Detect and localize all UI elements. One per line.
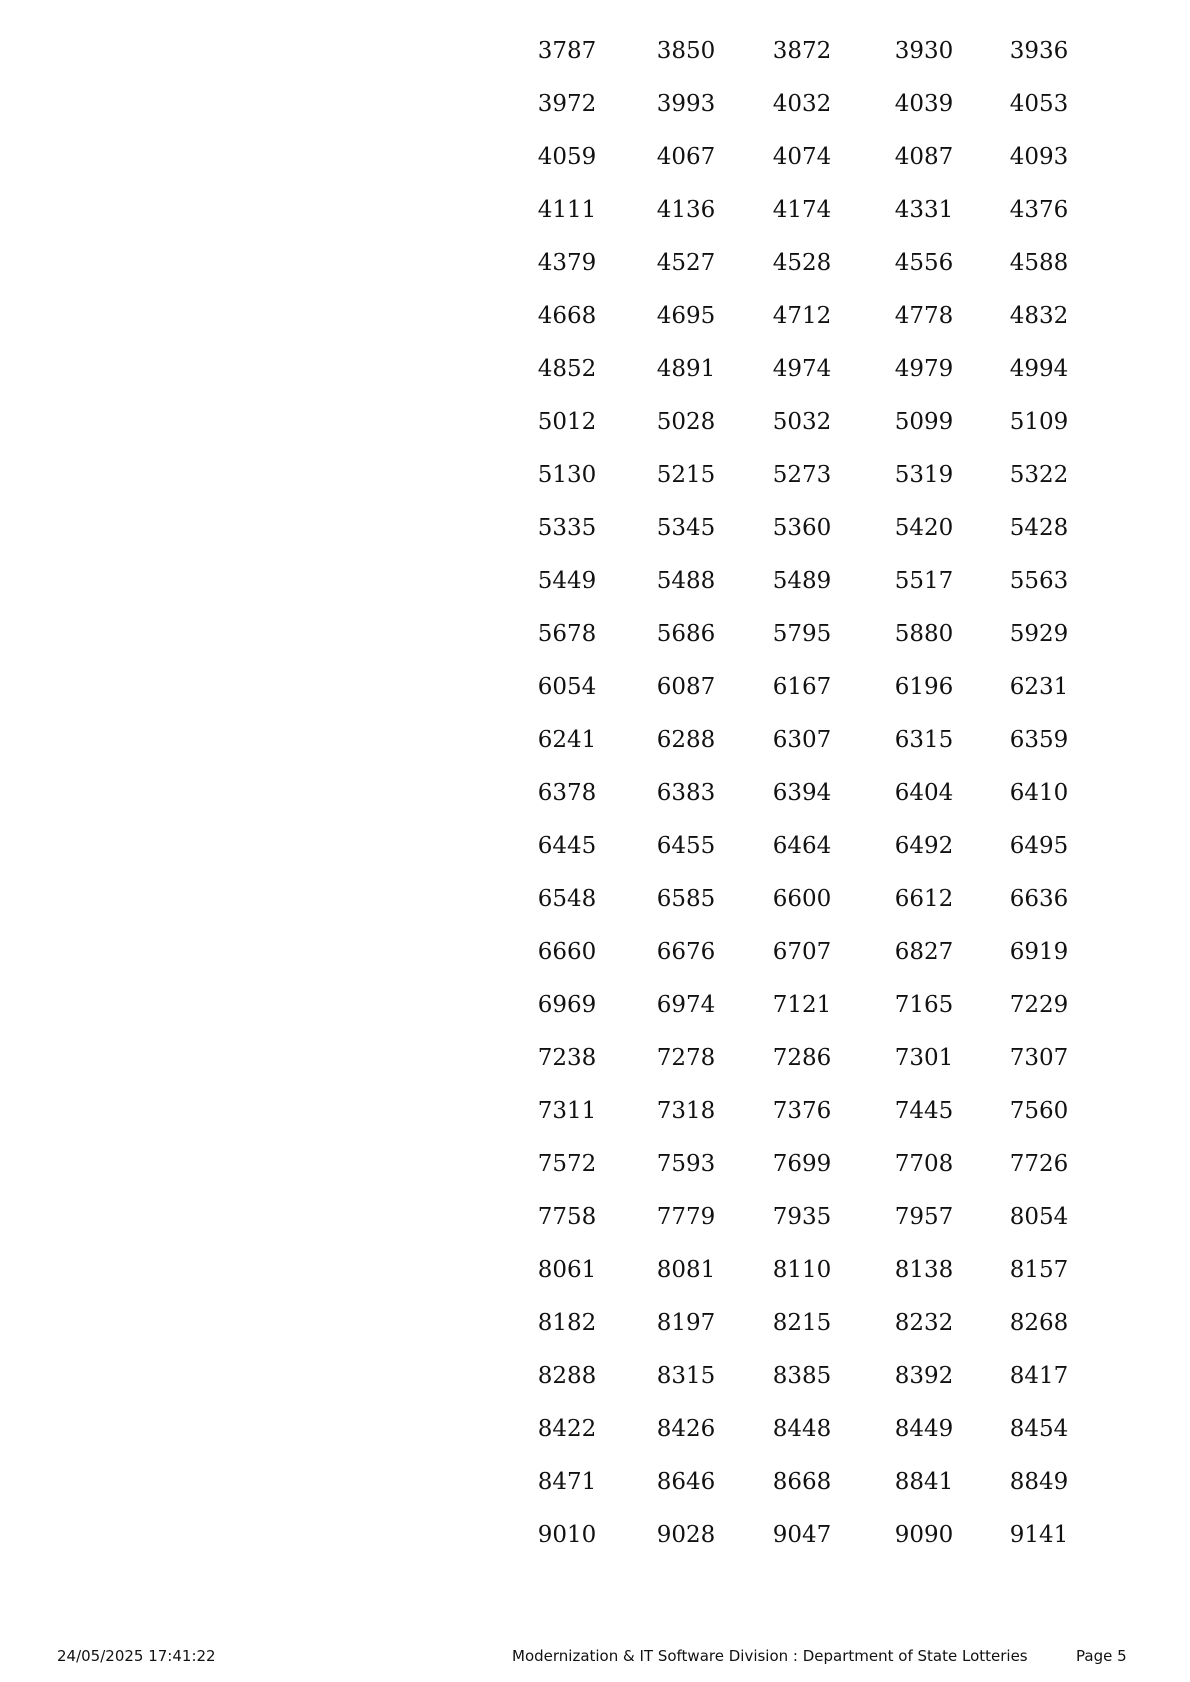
ticket-number: 4528 bbox=[772, 250, 832, 276]
number-row bbox=[0, 1149, 1190, 1202]
ticket-number: 5130 bbox=[537, 462, 597, 488]
ticket-number: 8392 bbox=[894, 1363, 954, 1389]
winning-numbers-grid bbox=[0, 36, 1190, 1573]
ticket-number: 3972 bbox=[537, 91, 597, 117]
ticket-number: 6054 bbox=[537, 674, 597, 700]
ticket-number: 4136 bbox=[656, 197, 716, 223]
ticket-number: 7311 bbox=[537, 1098, 597, 1124]
ticket-number: 7278 bbox=[656, 1045, 716, 1071]
number-row bbox=[0, 1202, 1190, 1255]
ticket-number: 7238 bbox=[537, 1045, 597, 1071]
ticket-number: 7957 bbox=[894, 1204, 954, 1230]
ticket-number: 6307 bbox=[772, 727, 832, 753]
ticket-number: 7376 bbox=[772, 1098, 832, 1124]
ticket-number: 7286 bbox=[772, 1045, 832, 1071]
ticket-number: 8182 bbox=[537, 1310, 597, 1336]
ticket-number: 6600 bbox=[772, 886, 832, 912]
ticket-number: 4852 bbox=[537, 356, 597, 382]
ticket-number: 3930 bbox=[894, 38, 954, 64]
ticket-number: 6827 bbox=[894, 939, 954, 965]
ticket-number: 9047 bbox=[772, 1522, 832, 1548]
ticket-number: 6378 bbox=[537, 780, 597, 806]
ticket-number: 8232 bbox=[894, 1310, 954, 1336]
ticket-number: 3787 bbox=[537, 38, 597, 64]
number-row bbox=[0, 831, 1190, 884]
number-row bbox=[0, 1414, 1190, 1467]
ticket-number: 6315 bbox=[894, 727, 954, 753]
ticket-number: 3936 bbox=[1009, 38, 1069, 64]
ticket-number: 5345 bbox=[656, 515, 716, 541]
footer-page-number: Page 5 bbox=[1076, 1647, 1127, 1665]
ticket-number: 4093 bbox=[1009, 144, 1069, 170]
number-row bbox=[0, 354, 1190, 407]
number-row bbox=[0, 1467, 1190, 1520]
ticket-number: 5795 bbox=[772, 621, 832, 647]
ticket-number: 7708 bbox=[894, 1151, 954, 1177]
ticket-number: 3872 bbox=[772, 38, 832, 64]
ticket-number: 4974 bbox=[772, 356, 832, 382]
number-row bbox=[0, 778, 1190, 831]
ticket-number: 7560 bbox=[1009, 1098, 1069, 1124]
ticket-number: 8215 bbox=[772, 1310, 832, 1336]
ticket-number: 6410 bbox=[1009, 780, 1069, 806]
ticket-number: 7593 bbox=[656, 1151, 716, 1177]
number-row bbox=[0, 1361, 1190, 1414]
ticket-number: 6969 bbox=[537, 992, 597, 1018]
ticket-number: 6974 bbox=[656, 992, 716, 1018]
ticket-number: 5449 bbox=[537, 568, 597, 594]
number-row bbox=[0, 36, 1190, 89]
ticket-number: 5686 bbox=[656, 621, 716, 647]
ticket-number: 7165 bbox=[894, 992, 954, 1018]
number-row bbox=[0, 460, 1190, 513]
ticket-number: 5880 bbox=[894, 621, 954, 647]
ticket-number: 6612 bbox=[894, 886, 954, 912]
ticket-number: 6636 bbox=[1009, 886, 1069, 912]
ticket-number: 4556 bbox=[894, 250, 954, 276]
number-row bbox=[0, 937, 1190, 990]
ticket-number: 4039 bbox=[894, 91, 954, 117]
ticket-number: 9028 bbox=[656, 1522, 716, 1548]
ticket-number: 4588 bbox=[1009, 250, 1069, 276]
ticket-number: 8426 bbox=[656, 1416, 716, 1442]
number-row bbox=[0, 248, 1190, 301]
ticket-number: 7699 bbox=[772, 1151, 832, 1177]
ticket-number: 6464 bbox=[772, 833, 832, 859]
ticket-number: 8849 bbox=[1009, 1469, 1069, 1495]
ticket-number: 6492 bbox=[894, 833, 954, 859]
ticket-number: 6394 bbox=[772, 780, 832, 806]
ticket-number: 8197 bbox=[656, 1310, 716, 1336]
ticket-number: 9090 bbox=[894, 1522, 954, 1548]
ticket-number: 5215 bbox=[656, 462, 716, 488]
ticket-number: 8061 bbox=[537, 1257, 597, 1283]
ticket-number: 7229 bbox=[1009, 992, 1069, 1018]
ticket-number: 4059 bbox=[537, 144, 597, 170]
ticket-number: 5319 bbox=[894, 462, 954, 488]
ticket-number: 4994 bbox=[1009, 356, 1069, 382]
ticket-number: 4032 bbox=[772, 91, 832, 117]
number-row bbox=[0, 301, 1190, 354]
ticket-number: 5032 bbox=[772, 409, 832, 435]
ticket-number: 6231 bbox=[1009, 674, 1069, 700]
ticket-number: 4695 bbox=[656, 303, 716, 329]
ticket-number: 5929 bbox=[1009, 621, 1069, 647]
ticket-number: 8138 bbox=[894, 1257, 954, 1283]
ticket-number: 4668 bbox=[537, 303, 597, 329]
ticket-number: 4111 bbox=[537, 197, 597, 223]
ticket-number: 8668 bbox=[772, 1469, 832, 1495]
ticket-number: 8448 bbox=[772, 1416, 832, 1442]
number-row bbox=[0, 1520, 1190, 1573]
number-row bbox=[0, 566, 1190, 619]
ticket-number: 5428 bbox=[1009, 515, 1069, 541]
ticket-number: 7445 bbox=[894, 1098, 954, 1124]
ticket-number: 8268 bbox=[1009, 1310, 1069, 1336]
ticket-number: 8157 bbox=[1009, 1257, 1069, 1283]
ticket-number: 6359 bbox=[1009, 727, 1069, 753]
number-row bbox=[0, 513, 1190, 566]
ticket-number: 4331 bbox=[894, 197, 954, 223]
ticket-number: 4053 bbox=[1009, 91, 1069, 117]
ticket-number: 5678 bbox=[537, 621, 597, 647]
ticket-number: 6919 bbox=[1009, 939, 1069, 965]
ticket-number: 7318 bbox=[656, 1098, 716, 1124]
ticket-number: 5099 bbox=[894, 409, 954, 435]
ticket-number: 6707 bbox=[772, 939, 832, 965]
footer-division: Modernization & IT Software Division : Department of State Lotteries bbox=[512, 1647, 1028, 1665]
ticket-number: 6241 bbox=[537, 727, 597, 753]
number-row bbox=[0, 619, 1190, 672]
ticket-number: 4174 bbox=[772, 197, 832, 223]
ticket-number: 7307 bbox=[1009, 1045, 1069, 1071]
ticket-number: 7121 bbox=[772, 992, 832, 1018]
number-row bbox=[0, 672, 1190, 725]
ticket-number: 6585 bbox=[656, 886, 716, 912]
ticket-number: 6383 bbox=[656, 780, 716, 806]
ticket-number: 4074 bbox=[772, 144, 832, 170]
ticket-number: 3993 bbox=[656, 91, 716, 117]
ticket-number: 4527 bbox=[656, 250, 716, 276]
ticket-number: 4712 bbox=[772, 303, 832, 329]
ticket-number: 5488 bbox=[656, 568, 716, 594]
ticket-number: 8288 bbox=[537, 1363, 597, 1389]
ticket-number: 6445 bbox=[537, 833, 597, 859]
ticket-number: 8315 bbox=[656, 1363, 716, 1389]
number-row bbox=[0, 142, 1190, 195]
ticket-number: 5109 bbox=[1009, 409, 1069, 435]
ticket-number: 5322 bbox=[1009, 462, 1069, 488]
ticket-number: 4979 bbox=[894, 356, 954, 382]
ticket-number: 7301 bbox=[894, 1045, 954, 1071]
ticket-number: 8417 bbox=[1009, 1363, 1069, 1389]
ticket-number: 8422 bbox=[537, 1416, 597, 1442]
ticket-number: 5273 bbox=[772, 462, 832, 488]
ticket-number: 8449 bbox=[894, 1416, 954, 1442]
ticket-number: 6404 bbox=[894, 780, 954, 806]
number-row bbox=[0, 884, 1190, 937]
ticket-number: 8054 bbox=[1009, 1204, 1069, 1230]
ticket-number: 6495 bbox=[1009, 833, 1069, 859]
number-row bbox=[0, 725, 1190, 778]
ticket-number: 6548 bbox=[537, 886, 597, 912]
ticket-number: 9010 bbox=[537, 1522, 597, 1548]
ticket-number: 7779 bbox=[656, 1204, 716, 1230]
ticket-number: 5012 bbox=[537, 409, 597, 435]
ticket-number: 3850 bbox=[656, 38, 716, 64]
ticket-number: 6455 bbox=[656, 833, 716, 859]
ticket-number: 6196 bbox=[894, 674, 954, 700]
ticket-number: 6087 bbox=[656, 674, 716, 700]
ticket-number: 5335 bbox=[537, 515, 597, 541]
ticket-number: 8081 bbox=[656, 1257, 716, 1283]
number-row bbox=[0, 407, 1190, 460]
ticket-number: 8471 bbox=[537, 1469, 597, 1495]
ticket-number: 4376 bbox=[1009, 197, 1069, 223]
number-row bbox=[0, 1043, 1190, 1096]
number-row bbox=[0, 89, 1190, 142]
number-row bbox=[0, 1255, 1190, 1308]
ticket-number: 8841 bbox=[894, 1469, 954, 1495]
ticket-number: 8454 bbox=[1009, 1416, 1069, 1442]
number-row bbox=[0, 1096, 1190, 1149]
ticket-number: 4891 bbox=[656, 356, 716, 382]
ticket-number: 5360 bbox=[772, 515, 832, 541]
ticket-number: 5489 bbox=[772, 568, 832, 594]
ticket-number: 9141 bbox=[1009, 1522, 1069, 1548]
ticket-number: 6676 bbox=[656, 939, 716, 965]
ticket-number: 8385 bbox=[772, 1363, 832, 1389]
ticket-number: 5563 bbox=[1009, 568, 1069, 594]
number-row bbox=[0, 990, 1190, 1043]
ticket-number: 4778 bbox=[894, 303, 954, 329]
ticket-number: 8646 bbox=[656, 1469, 716, 1495]
ticket-number: 4087 bbox=[894, 144, 954, 170]
ticket-number: 4832 bbox=[1009, 303, 1069, 329]
ticket-number: 4379 bbox=[537, 250, 597, 276]
ticket-number: 7726 bbox=[1009, 1151, 1069, 1177]
ticket-number: 7758 bbox=[537, 1204, 597, 1230]
number-row bbox=[0, 195, 1190, 248]
ticket-number: 7572 bbox=[537, 1151, 597, 1177]
ticket-number: 6167 bbox=[772, 674, 832, 700]
ticket-number: 6288 bbox=[656, 727, 716, 753]
ticket-number: 5517 bbox=[894, 568, 954, 594]
ticket-number: 8110 bbox=[772, 1257, 832, 1283]
footer-timestamp: 24/05/2025 17:41:22 bbox=[57, 1647, 216, 1665]
ticket-number: 5420 bbox=[894, 515, 954, 541]
ticket-number: 6660 bbox=[537, 939, 597, 965]
ticket-number: 4067 bbox=[656, 144, 716, 170]
ticket-number: 7935 bbox=[772, 1204, 832, 1230]
ticket-number: 5028 bbox=[656, 409, 716, 435]
number-row bbox=[0, 1308, 1190, 1361]
